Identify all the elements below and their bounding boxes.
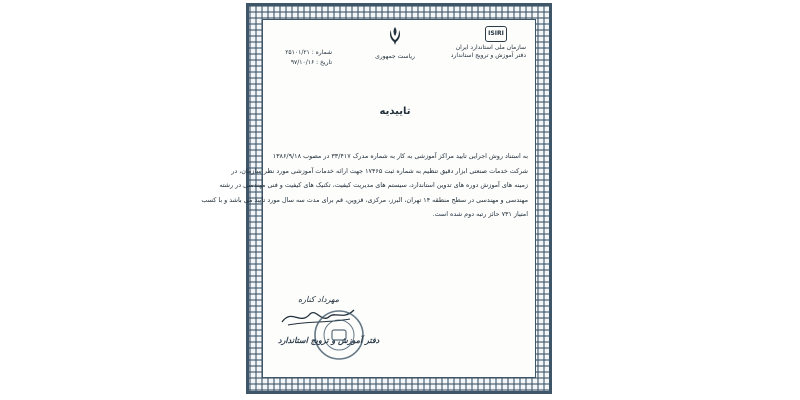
office-name: دفتر آموزش و ترویج استاندارد	[450, 52, 526, 59]
organization-header	[450, 26, 526, 60]
body-line: شرکت خدمات صنعتی ابزار دقیق تنظیم به شماره ثبت ۱۷۴۶۵ جهت ارائه خدمات آموزشی مورد نظر سازمان، در	[231, 166, 528, 175]
document-title: تاییدیه	[379, 106, 411, 117]
iran-emblem-icon	[387, 26, 403, 46]
body-line: زمینه های آموزش دوره های تدوین استاندارد، سیستم های مدیریت کیفیت، تکنیک های کیفیت و فنی مهندسی در رشته	[219, 181, 528, 189]
certificate-body	[201, 149, 528, 222]
letter-number: شماره : ۲۵۱۰۱/۲۱	[285, 49, 332, 56]
certificate-content	[201, 18, 532, 373]
body-line: امتیاز ۷۳۱ حائز رتبه دوم شده است.	[432, 210, 528, 218]
certificate-page	[201, 0, 560, 400]
presidency-label: ریاست جمهوری	[375, 53, 415, 60]
letter-meta	[262, 48, 332, 68]
official-seal-icon	[308, 308, 370, 362]
signatory-name: مهرداد کناره	[298, 295, 339, 304]
body-line: مهندسی و مهندسی در سطح منطقه ۱۴ تهران، البرز، مرکزی، قزوین، قم برای مدت سه سال مورد تایید می باشد و با کسب	[201, 195, 528, 204]
letter-date: تاریخ : ۹۷/۱۰/۱۶	[290, 59, 332, 66]
isiri-logo-icon: ISIRI	[485, 26, 507, 42]
organization-name: سازمان ملی استاندارد ایران	[455, 44, 526, 51]
presidency-header	[368, 26, 422, 60]
stamp-office-text: دفتر آموزش و ترویج استاندارد	[278, 336, 380, 345]
body-line: به استناد روش اجرایی تایید مراکز آموزشی به کار به شماره مدرک ۳۳/۴۱۷ در مصوب ۱۳۸۶/۹/۱۸	[272, 152, 528, 160]
